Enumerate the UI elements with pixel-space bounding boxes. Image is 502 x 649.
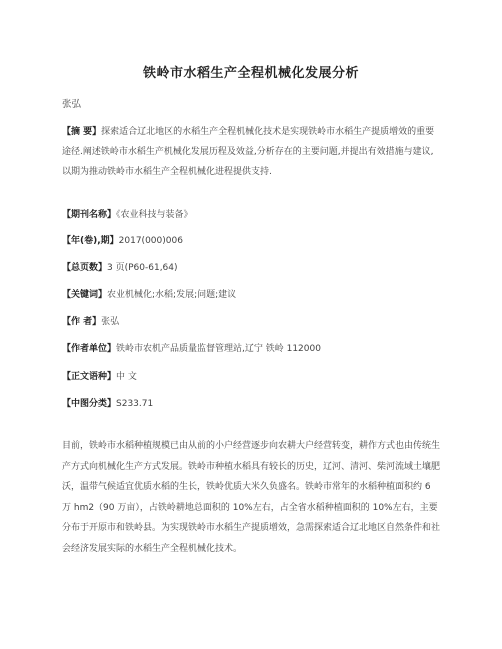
field-value: 《农业科技与装备》	[116, 210, 193, 220]
field-value: 2017(000)006	[118, 236, 183, 246]
field-label: 【作 者】	[62, 317, 102, 327]
body-paragraph: 目前，铁岭市水稻种植规模已由从前的小户经营逐步向农耕大户经营转变，耕作方式也由传统生产方式向机械化生产方式发展。铁岭市种植水稻具有较长的历史，辽河、清河、柴河流域土壤肥沃，温带气候适宜优质水稻的生长，铁岭优质大米久负盛名。铁岭市常年的水稻种植面积约 6 万 hm2（90 万亩），占铁岭耕地总面积的 10%左右，占全省水稻种植面积的 10%左右，主要分布于开原市和铁岭县。为实现铁岭市水稻生产提质增效，急需探索适合辽北地区自然条件和社会经济发展实际的水稻生产全程机械化技术。	[62, 441, 441, 554]
field-value: 铁岭市农机产品质量监督管理站,辽宁 铁岭 112000	[116, 344, 321, 354]
field-value: S233.71	[116, 399, 154, 409]
field-label: 【关键词】	[62, 290, 108, 300]
abstract	[62, 122, 442, 182]
document-title: 铁岭市水稻生产全程机械化发展分析	[142, 66, 359, 81]
field-value: 3 页(P60-61,64)	[107, 263, 178, 273]
field-author	[62, 314, 119, 331]
field-label: 【正文语种】	[62, 372, 117, 382]
field-label: 【总页数】	[62, 263, 108, 273]
field-label: 【期刊名称】	[62, 210, 117, 220]
field-keywords	[62, 287, 236, 304]
field-volume-issue	[62, 233, 183, 250]
field-label: 【年(卷),期】	[62, 236, 119, 246]
field-label: 【作者单位】	[62, 344, 117, 354]
abstract-label: 【摘 要】	[62, 127, 102, 137]
field-classification	[62, 396, 153, 413]
field-label: 【中图分类】	[62, 399, 117, 409]
field-page-count	[62, 260, 178, 277]
field-value: 中 文	[116, 372, 137, 382]
field-journal	[62, 207, 193, 224]
field-value: 农业机械化;水稻;发展;问题;建议	[107, 290, 237, 300]
author-name: 张弘	[62, 99, 82, 110]
abstract-text: 探索适合辽北地区的水稻生产全程机械化技术是实现铁岭市水稻生产提质增效的重要途径.阐述铁岭市水稻生产机械化发展历程及效益,分析存在的主要问题,并提出有效措施与建议,以期为推动铁岭市水稻生产全程机械化进程提供支持.	[62, 127, 435, 177]
field-affiliation	[62, 341, 321, 358]
field-language	[62, 369, 137, 386]
field-value: 张弘	[101, 317, 120, 327]
